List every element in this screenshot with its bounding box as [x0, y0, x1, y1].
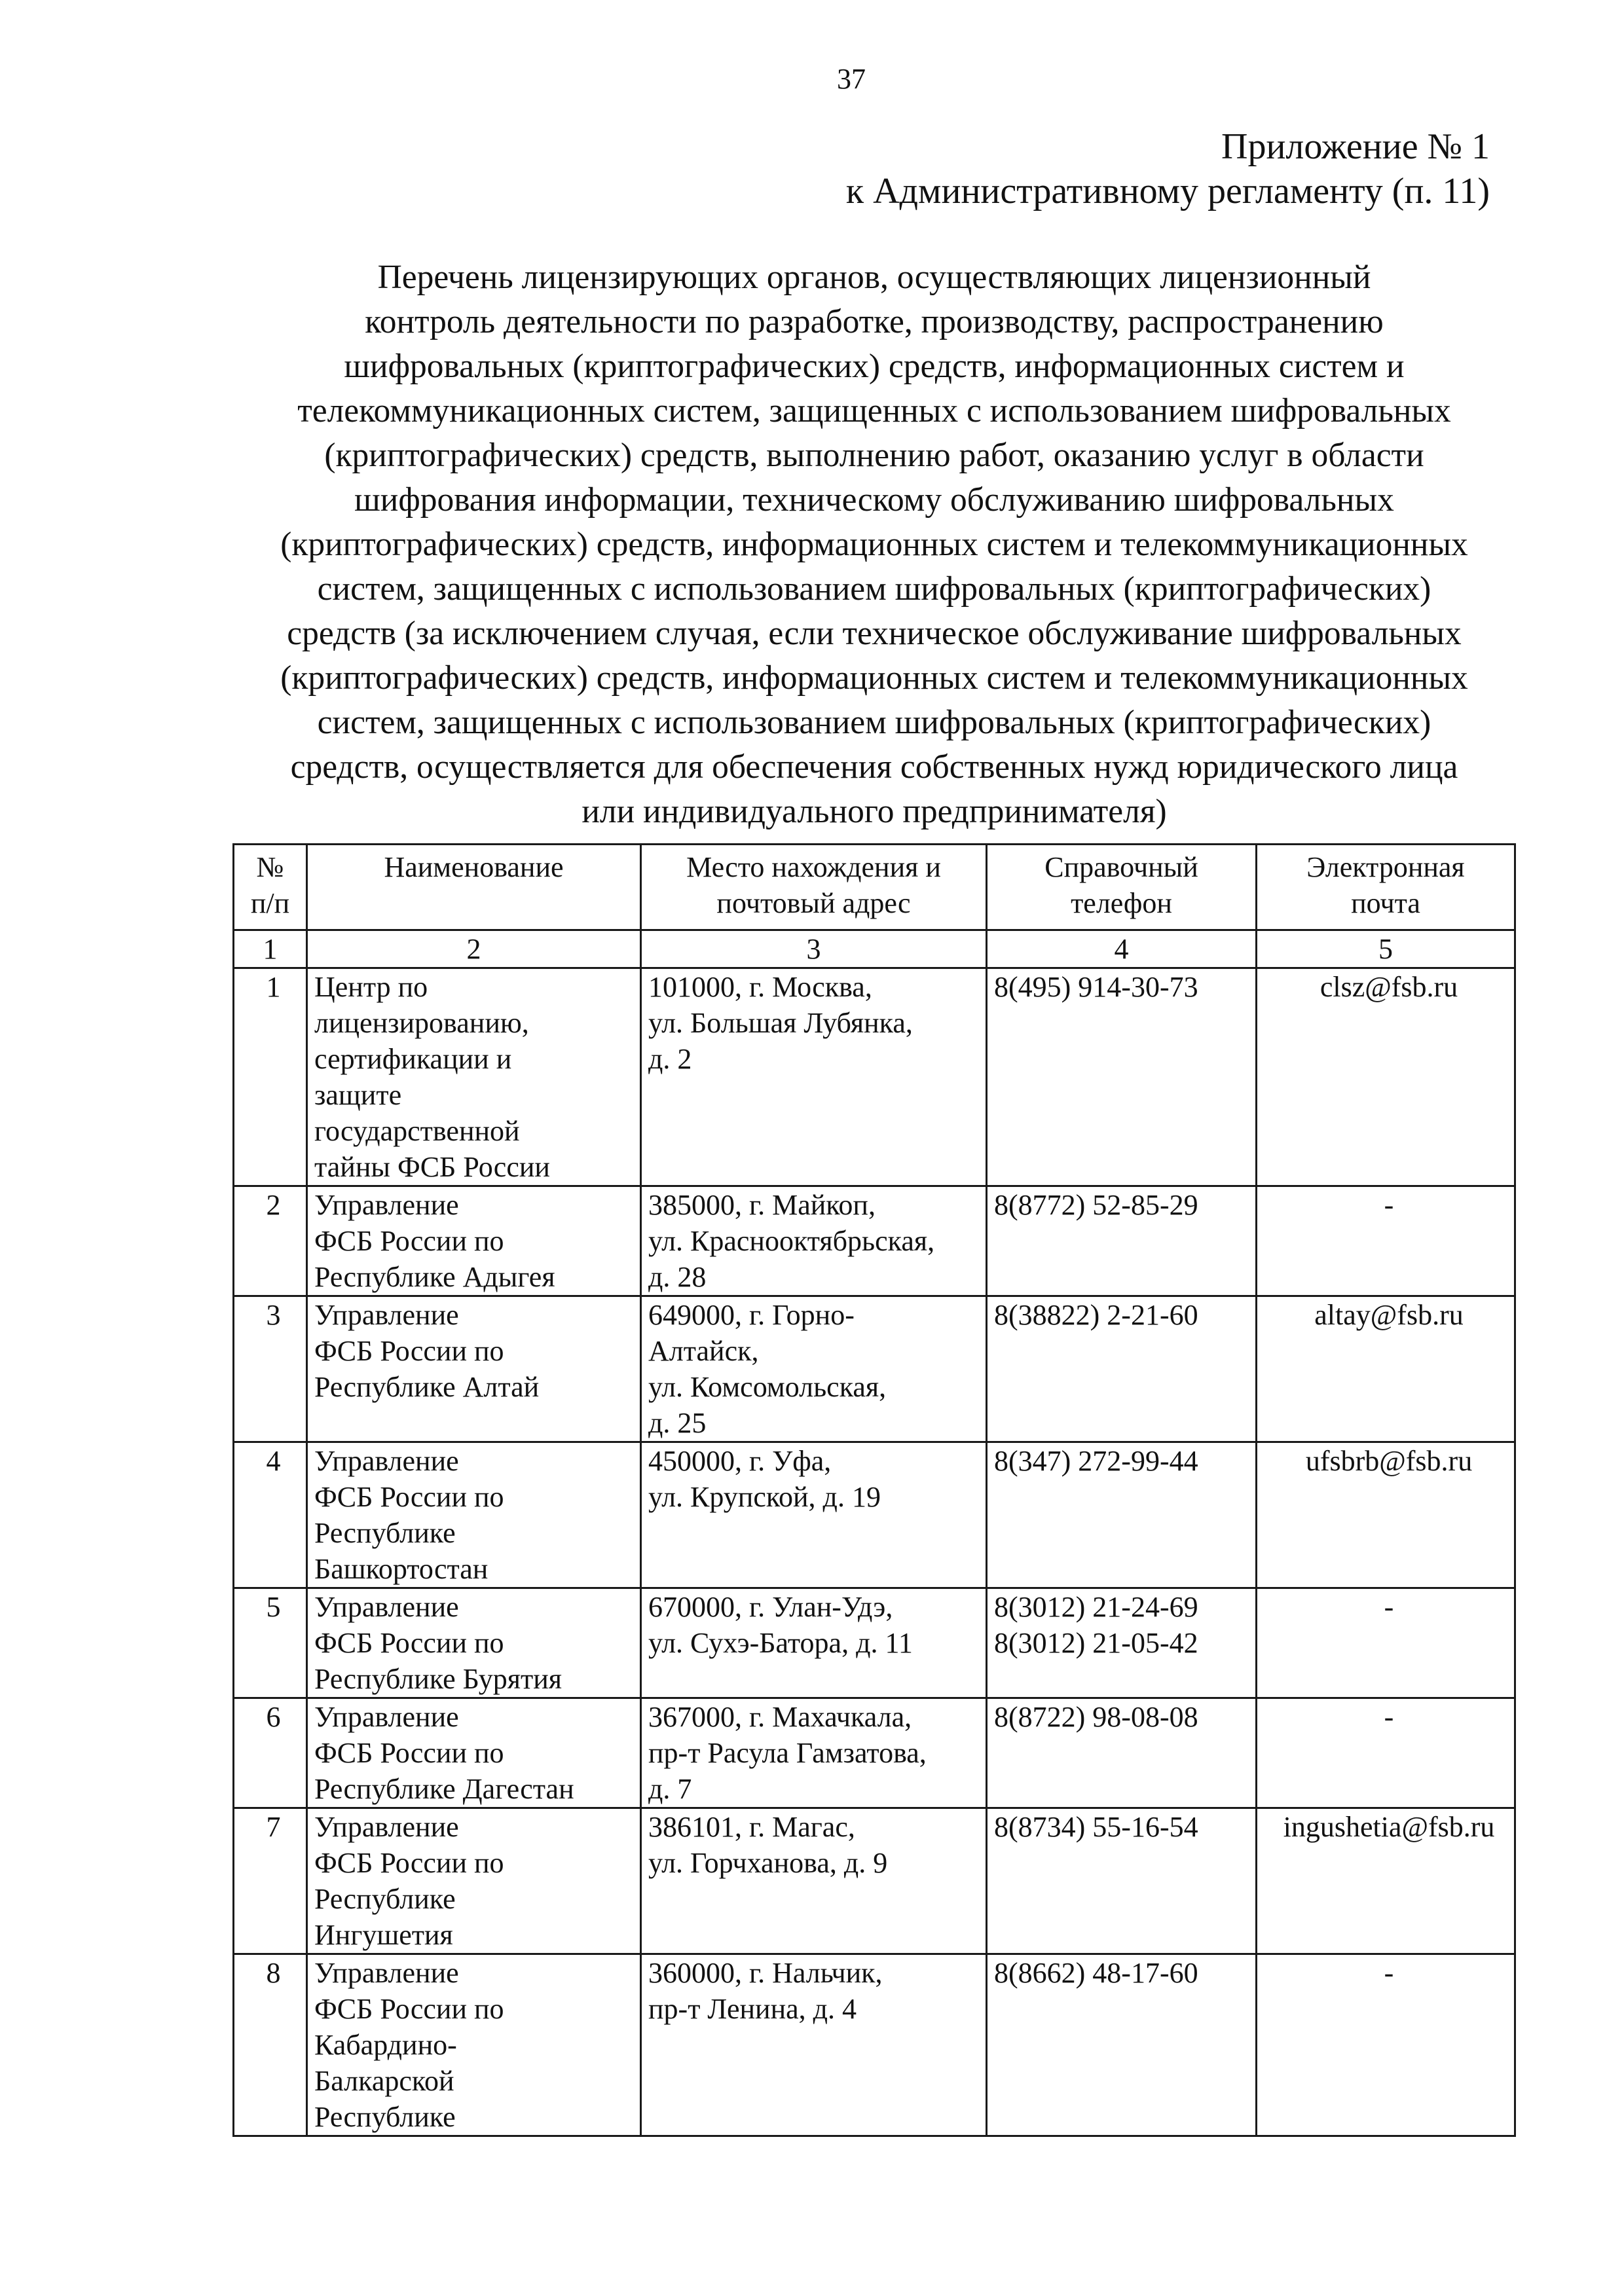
postal-address — [641, 1186, 987, 1296]
email-address-line: altay@fsb.ru — [1314, 1299, 1464, 1331]
column-number: 2 — [307, 930, 641, 968]
title-line: систем, защищенных с использованием шифровальных (криптографических) — [317, 570, 1431, 608]
email-address — [1257, 1954, 1515, 2136]
postal-address-line: ул. Краснооктябрьская, — [648, 1225, 935, 1257]
postal-address-line: 360000, г. Нальчик, — [648, 1957, 883, 1989]
title-line: шифрования информации, техническому обслуживанию шифровальных — [354, 481, 1394, 519]
organization-name-line: Управление — [314, 1591, 459, 1623]
phone-number-line: 8(8722) 98-08-08 — [994, 1701, 1198, 1733]
phone-number — [987, 968, 1257, 1186]
organization-name-line: ФСБ России по — [314, 1335, 504, 1367]
email-address — [1257, 1186, 1515, 1296]
phone-number-line: 8(347) 272-99-44 — [994, 1445, 1198, 1477]
organization-name-line: сертификации и — [314, 1043, 512, 1075]
organization-name-line: Республике — [314, 1517, 456, 1549]
header-email: Электронная почта — [1257, 845, 1515, 930]
row-number — [234, 1442, 307, 1588]
organization-name-line: Управление — [314, 1957, 459, 1989]
organization-name-line: Управление — [314, 1701, 459, 1733]
organization-name-line: Управление — [314, 1445, 459, 1477]
organization-name-line: Кабардино- — [314, 2029, 457, 2061]
header-phone: Справочный телефон — [987, 845, 1257, 930]
organization-name — [307, 968, 641, 1186]
postal-address-line: Алтайск, — [648, 1335, 759, 1367]
appendix-line-1: Приложение № 1 — [1221, 126, 1490, 167]
organization-name-line: Центр по — [314, 971, 428, 1003]
row-number-line: 2 — [266, 1189, 281, 1221]
postal-address-line: ул. Комсомольская, — [648, 1371, 887, 1403]
title-line: систем, защищенных с использованием шифровальных (криптографических) — [317, 704, 1431, 741]
phone-number-line: 8(8772) 52-85-29 — [994, 1189, 1198, 1221]
row-number — [234, 1808, 307, 1954]
organization-name — [307, 1808, 641, 1954]
postal-address — [641, 1442, 987, 1588]
phone-number — [987, 1186, 1257, 1296]
organization-name-line: Республике Дагестан — [314, 1773, 574, 1805]
postal-address-line: д. 2 — [648, 1043, 692, 1075]
row-number — [234, 1954, 307, 2136]
phone-number — [987, 1808, 1257, 1954]
column-number: 3 — [641, 930, 987, 968]
organization-name-line: ФСБ России по — [314, 1993, 504, 2025]
organization-name — [307, 1698, 641, 1808]
organization-name-line: Республике Адыгея — [314, 1261, 555, 1293]
organization-name-line: тайны ФСБ России — [314, 1151, 550, 1183]
table-row — [234, 1186, 1515, 1296]
row-number-line: 3 — [266, 1299, 281, 1331]
email-address-line: ingushetia@fsb.ru — [1283, 1811, 1495, 1843]
postal-address — [641, 1808, 987, 1954]
organization-name-line: Управление — [314, 1811, 459, 1843]
row-number — [234, 1186, 307, 1296]
row-number-line: 4 — [266, 1445, 281, 1477]
row-number — [234, 968, 307, 1186]
organization-name-line: Ингушетия — [314, 1919, 453, 1951]
organization-name-line: лицензированию, — [314, 1007, 529, 1039]
email-address — [1257, 1808, 1515, 1954]
email-address-line: ufsbrb@fsb.ru — [1305, 1445, 1473, 1477]
appendix-header — [846, 124, 1490, 213]
postal-address-line: 367000, г. Махачкала, — [648, 1701, 912, 1733]
phone-number-line: 8(3012) 21-05-42 — [994, 1627, 1198, 1659]
organization-name — [307, 1442, 641, 1588]
title-line: (криптографических) средств, выполнению работ, оказанию услуг в области — [324, 437, 1424, 474]
organization-name-line: Республике — [314, 2101, 456, 2133]
organization-name — [307, 1186, 641, 1296]
appendix-line-2: к Административному регламенту (п. 11) — [845, 171, 1490, 211]
organization-name-line: ФСБ России по — [314, 1627, 504, 1659]
postal-address-line: д. 28 — [648, 1261, 707, 1293]
postal-address-line: ул. Большая Лубянка, — [648, 1007, 913, 1039]
organization-name-line: ФСБ России по — [314, 1225, 504, 1257]
organization-name-line: государственной — [314, 1115, 520, 1147]
page-number: 37 — [837, 63, 866, 95]
row-number-line: 6 — [266, 1701, 281, 1733]
organization-name-line: Республике Бурятия — [314, 1663, 563, 1695]
table-row — [234, 1698, 1515, 1808]
postal-address-line: 385000, г. Майкоп, — [648, 1189, 876, 1221]
organization-name — [307, 1954, 641, 2136]
row-number — [234, 1588, 307, 1698]
email-address — [1257, 1698, 1515, 1808]
row-number-line: 8 — [266, 1957, 281, 1989]
postal-address — [641, 1588, 987, 1698]
phone-number-line: 8(495) 914-30-73 — [994, 971, 1198, 1003]
postal-address-line: 670000, г. Улан-Удэ, — [648, 1591, 893, 1623]
title-line: средств, осуществляется для обеспечения собственных нужд юридического лица — [290, 748, 1458, 786]
phone-number-line: 8(3012) 21-24-69 — [994, 1591, 1198, 1623]
phone-number — [987, 1296, 1257, 1442]
phone-number-line: 8(38822) 2-21-60 — [994, 1299, 1198, 1331]
postal-address-line: 649000, г. Горно- — [648, 1299, 855, 1331]
organization-name-line: Республике Алтай — [314, 1371, 540, 1403]
organization-name-line: Балкарской — [314, 2065, 454, 2097]
postal-address-line: 386101, г. Магас, — [648, 1811, 855, 1843]
organization-name — [307, 1296, 641, 1442]
postal-address-line: 450000, г. Уфа, — [648, 1445, 832, 1477]
table-row — [234, 1588, 1515, 1698]
phone-number — [987, 1954, 1257, 2136]
organization-name — [307, 1588, 641, 1698]
postal-address-line: ул. Сухэ-Батора, д. 11 — [648, 1627, 913, 1659]
phone-number-line: 8(8734) 55-16-54 — [994, 1811, 1198, 1843]
table-row — [234, 1296, 1515, 1442]
postal-address — [641, 1296, 987, 1442]
column-number: 4 — [987, 930, 1257, 968]
postal-address — [641, 968, 987, 1186]
email-address — [1257, 968, 1515, 1186]
phone-number — [987, 1442, 1257, 1588]
postal-address-line: пр-т Расула Гамзатова, — [648, 1737, 927, 1769]
postal-address-line: 101000, г. Москва, — [648, 971, 872, 1003]
postal-address — [641, 1698, 987, 1808]
column-number: 5 — [1257, 930, 1515, 968]
phone-number — [987, 1588, 1257, 1698]
row-number — [234, 1296, 307, 1442]
header-number: № п/п — [234, 845, 307, 930]
organization-name-line: защите — [314, 1079, 402, 1111]
postal-address-line: д. 7 — [648, 1773, 692, 1805]
row-number-line: 1 — [266, 971, 281, 1003]
postal-address-line: д. 25 — [648, 1407, 707, 1439]
organization-name-line: Управление — [314, 1189, 459, 1221]
organization-name-line: ФСБ России по — [314, 1481, 504, 1513]
email-address — [1257, 1296, 1515, 1442]
organization-name-line: Башкортостан — [314, 1553, 489, 1585]
organization-name-line: Управление — [314, 1299, 459, 1331]
postal-address — [641, 1954, 987, 2136]
title-line: телекоммуникационных систем, защищенных с использованием шифровальных — [297, 392, 1451, 429]
header-address: Место нахождения и почтовый адрес — [641, 845, 987, 930]
title-line: контроль деятельности по разработке, производству, распространению — [365, 303, 1384, 340]
row-number-line: 7 — [266, 1811, 281, 1843]
organization-name-line: Республике — [314, 1883, 456, 1915]
column-number: 1 — [234, 930, 307, 968]
title-line: (криптографических) средств, информационных систем и телекоммуникационных — [280, 526, 1468, 563]
postal-address-line: ул. Горчханова, д. 9 — [648, 1847, 888, 1879]
title-line: или индивидуального предпринимателя) — [581, 793, 1167, 830]
table-row — [234, 968, 1515, 1186]
organization-name-line: ФСБ России по — [314, 1737, 504, 1769]
email-address-line: - — [1384, 1957, 1394, 1989]
email-address — [1257, 1588, 1515, 1698]
postal-address-line: пр-т Ленина, д. 4 — [648, 1993, 857, 2025]
licensing-bodies-table — [232, 843, 1516, 2137]
email-address-line: - — [1384, 1701, 1394, 1733]
column-numbers-row — [234, 930, 1515, 968]
email-address-line: - — [1384, 1591, 1394, 1623]
title-line: средств (за исключением случая, если техническое обслуживание шифровальных — [287, 615, 1462, 652]
header-name: Наименование — [307, 845, 641, 930]
title-line: шифровальных (криптографических) средств, информационных систем и — [344, 348, 1405, 385]
postal-address-line: ул. Крупской, д. 19 — [648, 1481, 881, 1513]
phone-number — [987, 1698, 1257, 1808]
email-address — [1257, 1442, 1515, 1588]
table-row — [234, 1442, 1515, 1588]
document-title — [223, 255, 1526, 834]
row-number-line: 5 — [266, 1591, 281, 1623]
title-line: Перечень лицензирующих органов, осуществляющих лицензионный — [377, 259, 1371, 296]
table-row — [234, 1954, 1515, 2136]
row-number — [234, 1698, 307, 1808]
table-header-row — [234, 845, 1515, 930]
table-row — [234, 1808, 1515, 1954]
phone-number-line: 8(8662) 48-17-60 — [994, 1957, 1198, 1989]
email-address-line: clsz@fsb.ru — [1320, 971, 1458, 1003]
email-address-line: - — [1384, 1189, 1394, 1221]
title-line: (криптографических) средств, информационных систем и телекоммуникационных — [280, 659, 1468, 697]
organization-name-line: ФСБ России по — [314, 1847, 504, 1879]
